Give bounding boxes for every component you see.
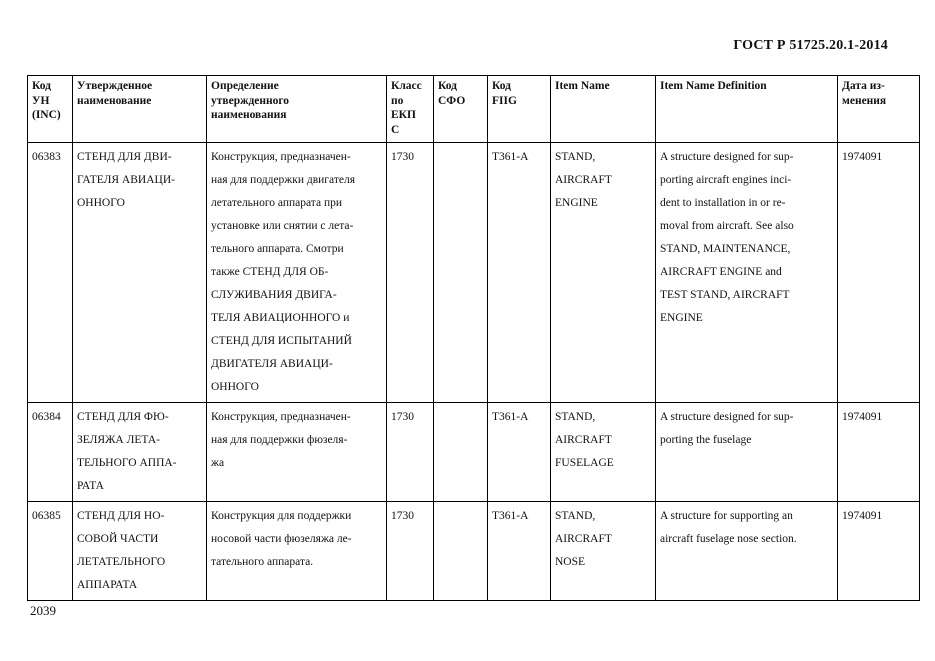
date-cell: 1974091	[838, 502, 920, 601]
item-definition-cell: A structure for supporting an aircraft fuselage nose section.	[656, 502, 838, 601]
sfo-cell	[434, 502, 488, 601]
table-row	[28, 143, 920, 403]
column-header-inc: Код УН (INC)	[28, 76, 73, 143]
inc-cell: 06383	[28, 143, 73, 403]
approved-name-cell: СТЕНД ДЛЯ ДВИ- ГАТЕЛЯ АВИАЦИ- ОННОГО	[73, 143, 207, 403]
date-cell: 1974091	[838, 403, 920, 502]
date-cell: 1974091	[838, 143, 920, 403]
document-code: ГОСТ Р 51725.20.1-2014	[733, 38, 888, 53]
column-header-definition: Определение утвержденного наименования	[207, 76, 387, 143]
item-definition-cell: A structure designed for sup- porting aircraft engines inci- dent to installation in or re- moval from aircraft. See also STAND, MAINTENANCE, AIRCRAFT ENGINE and TEST STAND, AIRCRAFT ENGINE	[656, 143, 838, 403]
column-header-item-definition: Item Name Definition	[656, 76, 838, 143]
fiig-cell: T361-A	[488, 143, 551, 403]
definition-cell: Конструкция, предназначен- ная для поддержки фюзеля- жа	[207, 403, 387, 502]
inc-cell: 06384	[28, 403, 73, 502]
class-cell: 1730	[387, 502, 434, 601]
approved-name-cell: СТЕНД ДЛЯ ФЮ- ЗЕЛЯЖА ЛЕТА- ТЕЛЬНОГО АППА- РАТА	[73, 403, 207, 502]
class-cell: 1730	[387, 143, 434, 403]
table-header-row	[28, 76, 920, 143]
column-header-date: Дата из- менения	[838, 76, 920, 143]
column-header-sfo: Код СФО	[434, 76, 488, 143]
table-row	[28, 403, 920, 502]
definition-cell: Конструкция для поддержки носовой части фюзеляжа ле- тательного аппарата.	[207, 502, 387, 601]
sfo-cell	[434, 143, 488, 403]
item-name-cell: STAND, AIRCRAFT FUSELAGE	[551, 403, 656, 502]
column-header-class: Класс по ЕКП С	[387, 76, 434, 143]
column-header-approved-name: Утвержденное наименование	[73, 76, 207, 143]
approved-name-cell: СТЕНД ДЛЯ НО- СОВОЙ ЧАСТИ ЛЕТАТЕЛЬНОГО АППАРАТА	[73, 502, 207, 601]
column-header-item-name: Item Name	[551, 76, 656, 143]
definition-cell: Конструкция, предназначен- ная для поддержки двигателя летательного аппарата при установке или снятии с лета- тельного аппарата. Смотри также СТЕНД ДЛЯ ОБ- СЛУЖИВАНИЯ ДВИГА- ТЕЛЯ АВИАЦИОННОГО и СТЕНД ДЛЯ ИСПЫТАНИЙ ДВИГАТЕЛЯ АВИАЦИ- ОННОГО	[207, 143, 387, 403]
table-row	[28, 502, 920, 601]
catalog-table	[27, 75, 920, 601]
column-header-fiig: Код FIIG	[488, 76, 551, 143]
item-definition-cell: A structure designed for sup- porting the fuselage	[656, 403, 838, 502]
sfo-cell	[434, 403, 488, 502]
fiig-cell: T361-A	[488, 502, 551, 601]
item-name-cell: STAND, AIRCRAFT NOSE	[551, 502, 656, 601]
class-cell: 1730	[387, 403, 434, 502]
fiig-cell: T361-A	[488, 403, 551, 502]
inc-cell: 06385	[28, 502, 73, 601]
item-name-cell: STAND, AIRCRAFT ENGINE	[551, 143, 656, 403]
page-number: 2039	[30, 603, 56, 618]
